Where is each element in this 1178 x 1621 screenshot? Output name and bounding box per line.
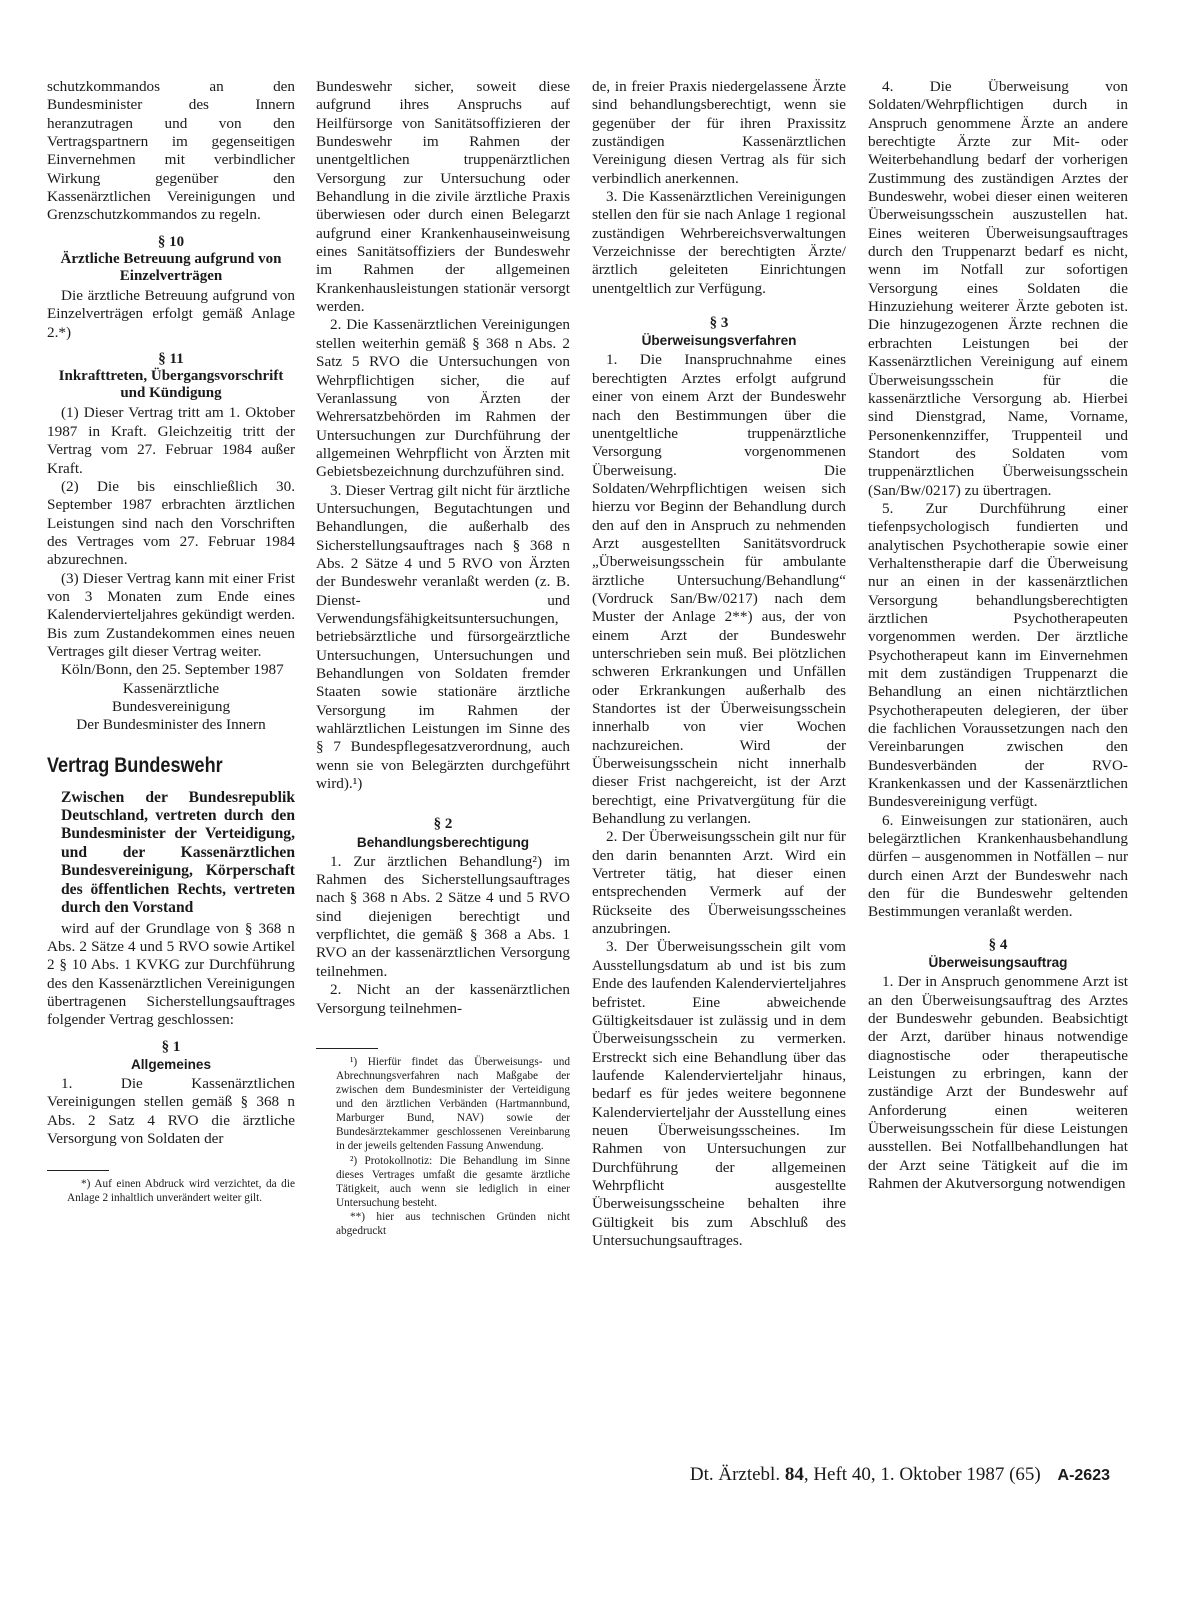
paragraph: Köln/Bonn, den 25. September 1987 <box>61 661 284 679</box>
section-title: Behandlungsberechtigung <box>356 834 530 850</box>
section-10-header <box>47 233 295 285</box>
paragraph: 1. Zur ärztlichen Behandlung²) im Rahmen des Sicherstellungsauftrages nach § 368 n Abs. 2 Sätze 4 und 5 RVO sind diejenigen berechtigt und verpflichtet, die gemäß § 368 a Abs. 1 RVO an der kassenärztlichen Versorgung teilnehmen. <box>316 852 570 980</box>
page-number: A-2623 <box>1057 1467 1110 1484</box>
paragraph: de, in freier Praxis niedergelassene Ärzte sind behandlungsberechtigt, wenn sie gegenüber der für ihren Praxissitz zuständigen Kassenärztlichen Vereinigung diesen Vertrag als für sich verbindlich anerkennen. <box>592 78 846 187</box>
article-heading: Vertrag Bundeswehr <box>47 753 223 777</box>
section-2-header <box>316 815 570 850</box>
paragraph: 4. Die Überweisung von Soldaten/Wehrpflichtigen durch in Anspruch genommene Ärzte an andere berechtigte Ärzte zur Mit- oder Weiterbehandlung bedarf der vorherigen Zustimmung des zuständigen Arztes der Bundeswehr, wobei dieser einen weiteren Überweisungsschein auszustellen hat. Eines weiteren Überweisungsauftrages durch den Truppenarzt bedarf es nicht, wenn im Notfall zur sofortigen Versorgung eines Soldaten die Hinzuziehung weiterer Ärzte geboten ist. Die hinzugezogenen Ärzte rechnen die erbrachten Leistungen bei der Kassenärztlichen Vereinigung auf einem Überweisungsschein für die kassenärztliche Versorgung ab. Hierbei sind Dienstgrad, Name, Vorname, Personenkennziffer, Truppenteil und Standort des Soldaten vom truppenärztlichen Überweisungsschein (San/Bw/0217) zu übertragen. <box>868 78 1128 499</box>
paragraph: 3. Dieser Vertrag gilt nicht für ärztliche Untersuchungen, Begutachtungen und Behandlungen, die außerhalb des Sicherstellungsauftrages nach § 368 n Abs. 2 Sätze 4 und 5 RVO von Ärzten der Bundeswehr veranlaßt werden (z. B. Dienst- und Verwendungsfähigkeitsuntersuchungen, betriebsärztliche und fürsorgeärztliche Untersuchungen, Untersuchungen und Behandlungen von Soldaten fremder Staaten sowie stationäre ärztliche Versorgung im Rahmen der wahlärztlichen Leistungen im Sinne des § 7 Bundespflegesatzverordnung, auch wenn sie von Belegärzten durchgeführt wird).¹) <box>316 481 570 793</box>
column-3 <box>592 78 846 1250</box>
section-title: Allgemeines <box>130 1056 212 1072</box>
paragraph: (3) Dieser Vertrag kann mit einer Frist von 3 Monaten zum Ende eines Kalendervierteljahres gekündigt werden. Bis zum Zustandekommen eines neuen Vertrages gilt dieser Vertrag weiter. <box>47 569 295 660</box>
column-2 <box>316 78 570 1238</box>
section-11-header <box>47 350 295 402</box>
intro-bold: Zwischen der Bundesrepublik Deutschland, vertreten durch den Bundesminister der Verteidigung, und der Kassenärztlichen Bundesvereinigung, Körperschaft des öffentlichen Rechts, vertreten durch den Vorstand <box>61 788 295 917</box>
paragraph: 2. Die Kassenärztlichen Vereinigungen stellen weiterhin gemäß § 368 n Abs. 2 Satz 5 RVO die Untersuchungen von Wehrpflichtigen sicher, die auf Veranlassung von Ärzten der Wehrersatzbehörden im Rahmen der Untersuchungen zur Durchführung der allgemeinen Wehrpflicht von Ärzten mit Gebietsbezeichnung durchzuführen sind. <box>316 316 570 481</box>
signature-line: Bundesvereinigung <box>111 697 231 715</box>
section-number: § 2 <box>433 816 453 833</box>
paragraph: 1. Die Inanspruchnahme eines berechtigten Arztes erfolgt aufgrund einer von einem Arzt der Bundeswehr nach den Bestimmungen über die unentgeltliche truppenärztliche Versorgung vorgenommenen Überweisung. Die Soldaten/Wehrpflichtigen weisen sich hierzu vor Beginn der Behandlung durch den auf den in Anspruch zu nehmenden Arzt ausgestellten Sanitätsvordruck „Überweisungsschein für ambulante ärztliche Untersuchung/Behandlung“ (Vordruck San/Bw/0217) nach dem Muster der Anlage 2**) aus, der von einem Arzt der Bundeswehr unterschrieben sein muß. Bei plötzlichen schweren Erkrankungen und Unfällen oder Erkrankungen außerhalb des Standortes ist der Überweisungsschein innerhalb von vier Wochen nachzureichen. Wird der Überweisungsschein nicht innerhalb dieser Frist nachgereicht, ist der Arzt berechtigt, eine Privatvergütung für die Behandlung zu verlangen. <box>592 351 846 828</box>
paragraph: wird auf der Grundlage von § 368 n Abs. 2 Sätze 4 und 5 RVO sowie Artikel 2 § 10 Abs. 1 KVKG zur Durchführung des den Kassenärztlichen Vereinigungen übertragenen Sicherstellungsauftrages folgender Vertrag geschlossen: <box>47 919 295 1029</box>
paragraph: 2. Der Überweisungsschein gilt nur für den darin benannten Arzt. Wird ein Vertreter tätig, hat dieser einen entsprechenden Vermerk auf der Rückseite des Überweisungsscheines anzubringen. <box>592 828 846 938</box>
paragraph: 2. Nicht an der kassenärztlichen Versorgung teilnehmen- <box>316 981 570 1017</box>
section-number: § 11 <box>158 351 184 368</box>
section-number: § 4 <box>988 936 1008 953</box>
section-title: Inkrafttreten, Übergangsvorschrift und Kündigung <box>58 368 284 402</box>
section-4-header <box>868 936 1128 971</box>
section-title: Überweisungsverfahren <box>641 333 797 349</box>
paragraph: Bundeswehr sicher, soweit diese aufgrund ihres Anspruchs auf Heilfürsorge von Sanitätsoffizieren der Bundeswehr im Rahmen der unentgeltlichen truppenärztlichen Versorgung zur Untersuchung oder Behandlung in die zivile ärztliche Praxis überwiesen oder durch einen Belegarzt aufgrund einer Krankenhauseinweisung eines Sanitätsoffiziers der Bundeswehr im Rahmen der allgemeinen Krankenhausleistungen stationär versorgt werden. <box>316 78 570 316</box>
paragraph: Die ärztliche Betreuung aufgrund von Einzelverträgen erfolgt gemäß Anlage 2.*) <box>47 287 295 341</box>
paragraph: 6. Einweisungen zur stationären, auch belegärztlichen Krankenhausbehandlung dürfen – ausgenommen in Notfällen – nur durch einen Arzt der Bundeswehr nach den für die Bundeswehr geltenden Bestimmungen veranlaßt werden. <box>868 811 1128 921</box>
footnote: **) hier aus technischen Gründen nicht abgedruckt <box>336 1210 570 1237</box>
footnote-rule <box>47 1170 109 1171</box>
page-footer <box>690 1464 1110 1486</box>
signature-line: Kassenärztliche <box>122 679 220 697</box>
paragraph: (2) Die bis einschließlich 30. September 1987 erbrachten ärztlichen Leistungen sind nach den Vorschriften des Vertrages vom 27. Februar 1984 abzurechnen. <box>47 477 295 569</box>
section-title: Überweisungsauftrag <box>928 955 1068 971</box>
footnote-rule <box>316 1048 378 1049</box>
column-4 <box>868 78 1128 1193</box>
column-1 <box>47 78 295 1205</box>
footnote: ²) Protokollnotiz: Die Behandlung im Sinne dieses Vertrages umfaßt die gesamte ärztliche Tätigkeit, auch wenn sie lediglich in einer Untersuchung besteht. <box>336 1154 570 1209</box>
paragraph: 1. Der in Anspruch genommene Arzt ist an den Überweisungsauftrag des Arztes der Bundeswehr gebunden. Beabsichtigt der Arzt, darüber hinaus notwendige diagnostische oder therapeutische Leistungen zu erbringen, kann der zuständige Arzt der Bundeswehr auf Anforderung einen weiteren Überweisungsschein für diese Leistungen ausstellen. Bei Notfallbehandlungen hat der Arzt seine Tätigkeit auf die im Rahmen der Akutversorgung notwendigen <box>868 973 1128 1192</box>
paragraph: 3. Die Kassenärztlichen Vereinigungen stellen den für sie nach Anlage 1 regional zuständigen Wehrbereichsverwaltungen Verzeichnisse der berechtigten Ärzte/ärztlich geleiteten Einrichtungen unentgeltlich zur Verfügung. <box>592 188 846 297</box>
paragraph: (1) Dieser Vertrag tritt am 1. Oktober 1987 in Kraft. Gleichzeitig tritt der Vertrag vom 27. Februar 1984 außer Kraft. <box>47 404 295 477</box>
section-number: § 1 <box>161 1038 181 1055</box>
paragraph: 3. Der Überweisungsschein gilt vom Ausstellungsdatum ab und ist bis zum Ende des laufenden Kalendervierteljahres befristet. Eine abweichende Gültigkeitsdauer ist zulässig und in dem Überweisungsschein zu vermerken. Erstreckt sich eine Behandlung über das laufende Kalendervierteljahr hinaus, bedarf es für jedes weitere begonnene Kalendervierteljahr der Ausstellung eines neuen Überweisungsscheines. Im Rahmen von Untersuchungen zur Durchführung der allgemeinen Wehrpflicht ausgestellte Überweisungsscheine behalten ihre Gültigkeit bis zum Abschluß des Untersuchungsauftrages. <box>592 938 846 1249</box>
section-1-header <box>47 1038 295 1073</box>
issue-info: , Heft 40, 1. Oktober 1987 (65) <box>803 1464 1041 1485</box>
section-number: § 3 <box>709 315 729 332</box>
paragraph: 1. Die Kassenärztlichen Vereinigungen stellen gemäß § 368 n Abs. 2 Satz 4 RVO die ärztliche Versorgung von Soldaten der <box>47 1074 295 1147</box>
paragraph: schutzkommandos an den Bundesminister des Innern heranzutragen und von den Vertragspartnern im gegenseitigen Einvernehmen mit verbindlicher Wirkung gegenüber den Kassenärztlichen Vereinigungen und Grenzschutzkommandos zu regeln. <box>47 78 295 224</box>
section-3-header <box>592 314 846 349</box>
paragraph: 5. Zur Durchführung einer tiefenpsychologisch fundierten und analytischen Psychotherapie sowie einer Verhaltenstherapie darf die Überweisung nur an einen in der kassenärztlichen Versorgung behandlungsberechtigten ärztlichen Psychotherapeuten vorgenommen werden. Der ärztliche Psychotherapeut kann im Einvernehmen mit dem zuständigen Truppenarzt die Behandlung an einen nichtärztlichen Psychotherapeuten delegieren, der über die fachlichen Voraussetzungen nach den Vereinbarungen zwischen den Bundesverbänden der RVO-Krankenkassen und der Kassenärztlichen Bundesvereinigung verfügt. <box>868 499 1128 811</box>
section-title: Ärztliche Betreuung aufgrund von Einzelverträgen <box>60 251 282 285</box>
footnote: *) Auf einen Abdruck wird verzichtet, da die Anlage 2 inhaltlich unverändert weiter gilt. <box>67 1178 295 1205</box>
journal-name: Dt. Ärztebl. <box>689 1464 785 1485</box>
signature-line: Der Bundesminister des Innern <box>76 716 266 734</box>
section-number: § 10 <box>157 233 185 250</box>
footnote: ¹) Hierfür findet das Überweisungs- und Abrechnungsverfahren nach Maßgabe der zwischen dem Bundesminister der Verteidigung und den ärztlichen Verbänden (Hartmannbund, Marburger Bund, NAV) sowie der Bundesärztekammer geschlossenen Vereinbarung in der jeweils geltenden Fassung Anwendung. <box>336 1055 570 1153</box>
journal-volume: 84 <box>784 1464 804 1485</box>
